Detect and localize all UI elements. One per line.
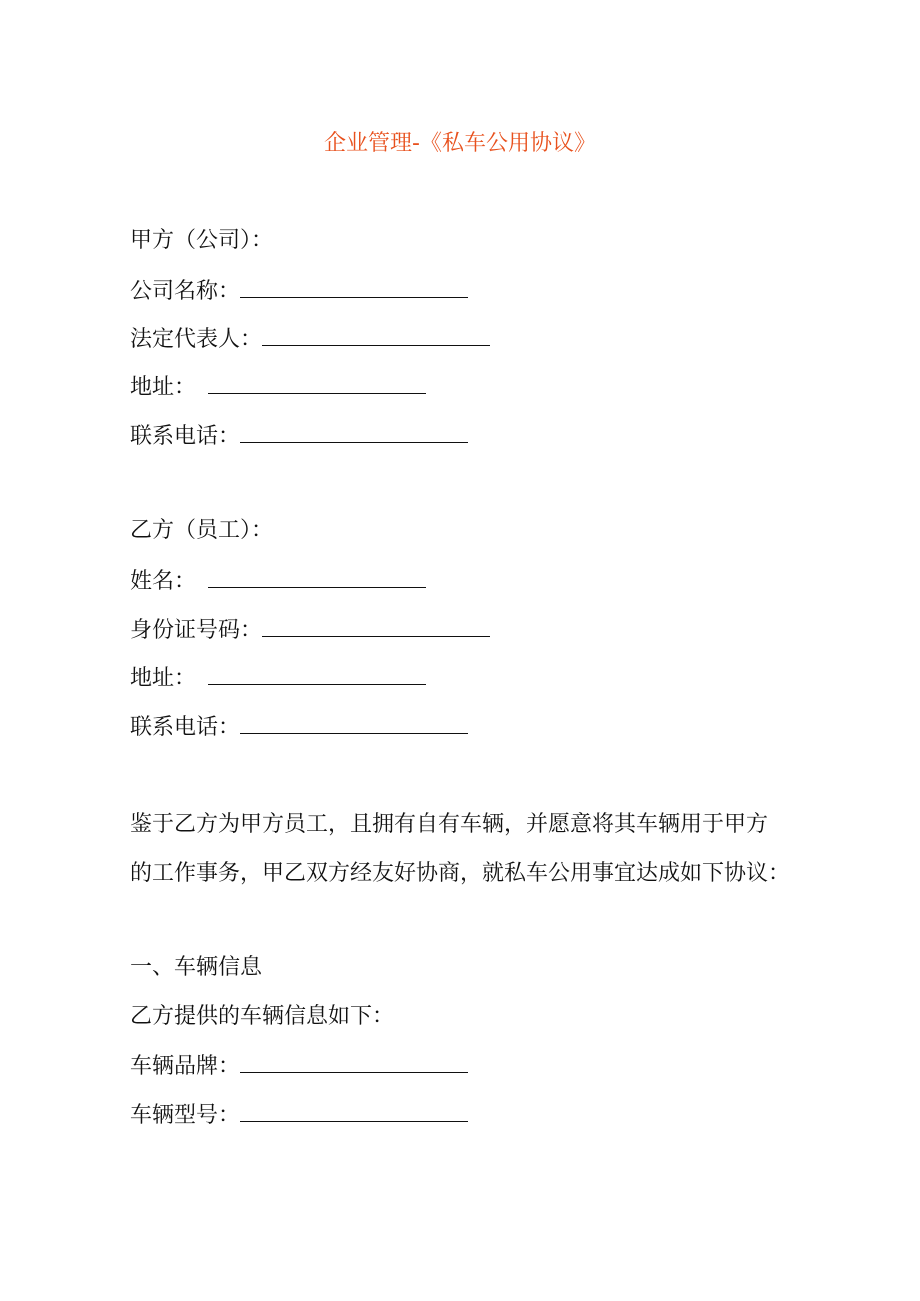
section-1-heading-text: 一、车辆信息 [130,955,263,980]
id-number-blank[interactable] [262,614,490,637]
vehicle-model-line [130,1099,468,1131]
vehicle-brand-label: 车辆品牌： [130,1054,241,1079]
legal-rep-label: 法定代表人： [130,327,263,352]
section-1-intro [130,1002,394,1032]
party-a-address-label: 地址： [130,375,197,400]
employee-name-blank[interactable] [208,565,426,588]
party-b-phone-line [130,711,468,743]
section-1-heading [130,953,262,983]
party-b-phone-label: 联系电话： [130,715,241,740]
vehicle-brand-line [130,1050,468,1082]
preamble-line-2: 的工作事务，甲乙双方经友好协商，就私车公用事宜达成如下协议： [130,861,791,886]
preamble-line-1: 鉴于乙方为甲方员工，且拥有自有车辆，并愿意将其车辆用于甲方 [130,812,769,837]
vehicle-model-label: 车辆型号： [130,1103,241,1128]
id-number-line [130,614,490,646]
company-name-line [130,275,468,307]
id-number-label: 身份证号码： [130,618,263,643]
party-b-address-label: 地址： [130,666,197,691]
party-a-phone-line [130,420,468,452]
party-a-heading-text: 甲方（公司）： [130,228,274,253]
legal-rep-line [130,323,490,355]
section-1-intro-text: 乙方提供的车辆信息如下： [130,1004,395,1029]
company-name-label: 公司名称： [130,279,241,304]
party-a-address-line [130,371,426,403]
employee-name-line [130,565,426,597]
party-b-heading [130,516,273,546]
legal-rep-blank[interactable] [262,323,490,346]
company-name-blank[interactable] [240,275,468,298]
party-b-address-blank[interactable] [208,662,426,685]
party-a-address-blank[interactable] [208,371,426,394]
party-a-phone-blank[interactable] [240,420,468,443]
vehicle-model-blank[interactable] [240,1099,468,1122]
party-b-address-line [130,662,426,694]
party-b-heading-text: 乙方（员工）： [130,518,274,543]
party-a-phone-label: 联系电话： [130,424,241,449]
party-b-phone-blank[interactable] [240,711,468,734]
vehicle-brand-blank[interactable] [240,1050,468,1073]
employee-name-label: 姓名： [130,569,197,594]
party-a-heading [130,226,273,256]
document-title: 企业管理-《私车公用协议》 [324,131,596,156]
